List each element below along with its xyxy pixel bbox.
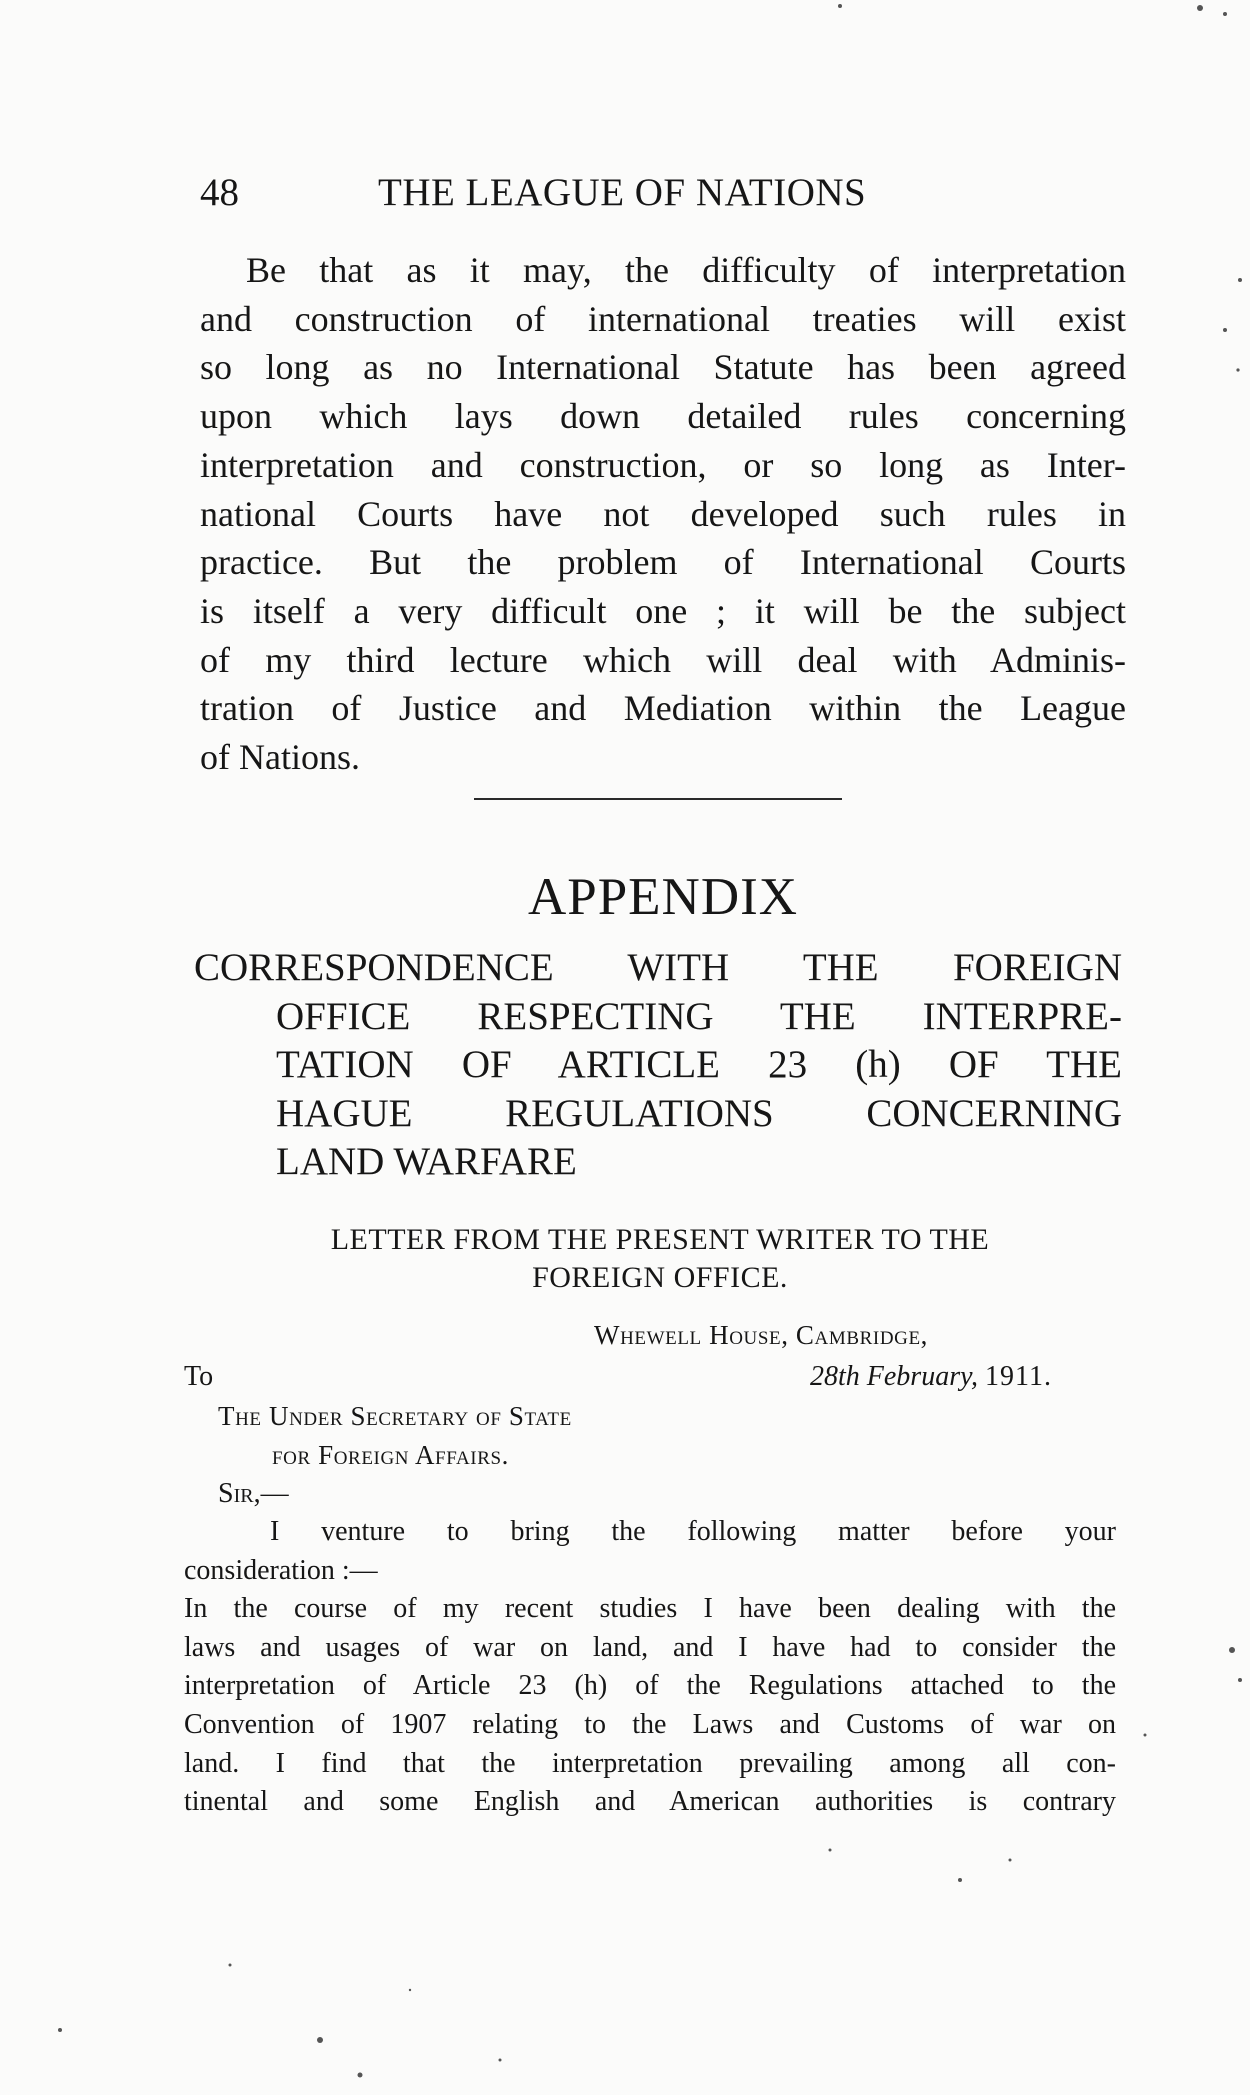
body-line: interpretation and construction, or so long as Inter- bbox=[200, 444, 1126, 485]
letter-date-day: 28th February, bbox=[810, 1361, 978, 1392]
appendix-title: APPENDIX bbox=[527, 868, 799, 926]
letter-line: consideration :— bbox=[184, 1554, 378, 1586]
salutation: Sir,— bbox=[218, 1478, 289, 1509]
body-line: national Courts have not developed such rules in bbox=[200, 493, 1126, 534]
appendix-heading-line: TATION OF ARTICLE 23 (h) OF THE bbox=[276, 1043, 1122, 1086]
appendix-heading-line: OFFICE RESPECTING THE INTERPRE- bbox=[276, 994, 1122, 1038]
appendix-heading-line: LAND WARFARE bbox=[276, 1140, 577, 1183]
letter-date-year: 1911. bbox=[985, 1361, 1052, 1392]
body-line: is itself a very difficult one ; it will be the subject bbox=[200, 590, 1126, 631]
body-line: tration of Justice and Mediation within the League bbox=[200, 688, 1126, 729]
page-number: 48 bbox=[200, 171, 239, 214]
running-title: THE LEAGUE OF NATIONS bbox=[378, 171, 867, 214]
body-line: and construction of international treaties will exist bbox=[200, 298, 1126, 339]
letter-heading-line: FOREIGN OFFICE. bbox=[532, 1261, 788, 1294]
appendix-heading-line: HAGUE REGULATIONS CONCERNING bbox=[276, 1091, 1122, 1135]
letter-line: land. I find that the interpretation prevailing among all con- bbox=[184, 1747, 1116, 1779]
to-label: To bbox=[184, 1361, 214, 1392]
letter-line: I venture to bring the following matter before your bbox=[270, 1516, 1116, 1547]
body-line: Be that as it may, the difficulty of interpretation bbox=[246, 250, 1126, 290]
body-paragraph bbox=[200, 246, 1126, 782]
body-line: practice. But the problem of International Courts bbox=[200, 542, 1126, 583]
body-line: of my third lecture which will deal with Adminis- bbox=[200, 639, 1126, 680]
letter-heading bbox=[220, 1221, 1100, 1297]
letter-line: interpretation of Article 23 (h) of the Regulations attached to the bbox=[184, 1670, 1116, 1702]
letter-date bbox=[810, 1360, 1052, 1394]
appendix-heading bbox=[194, 944, 1122, 1187]
body-line: of Nations. bbox=[200, 737, 360, 778]
letter-line: tinental and some English and American authorities is contrary bbox=[184, 1786, 1116, 1818]
body-line: upon which lays down detailed rules concerning bbox=[200, 396, 1126, 437]
letter-body bbox=[184, 1513, 1116, 1822]
sender-address: Whewell House, Cambridge, bbox=[594, 1320, 929, 1350]
running-head bbox=[200, 168, 1120, 218]
letter-line: Convention of 1907 relating to the Laws and Customs of war on bbox=[184, 1708, 1116, 1740]
appendix-heading-line: CORRESPONDENCE WITH THE FOREIGN bbox=[194, 946, 1122, 989]
body-line: so long as no International Statute has been agreed bbox=[200, 347, 1126, 388]
recipient-line: for Foreign Affairs. bbox=[272, 1440, 510, 1470]
recipient-line: The Under Secretary of State bbox=[218, 1401, 572, 1431]
section-divider bbox=[474, 798, 842, 800]
letter-line: laws and usages of war on land, and I have had to consider the bbox=[184, 1631, 1116, 1663]
letter-heading-line: LETTER FROM THE PRESENT WRITER TO THE bbox=[330, 1223, 990, 1256]
letter-line: In the course of my recent studies I have been dealing with the bbox=[184, 1593, 1116, 1625]
